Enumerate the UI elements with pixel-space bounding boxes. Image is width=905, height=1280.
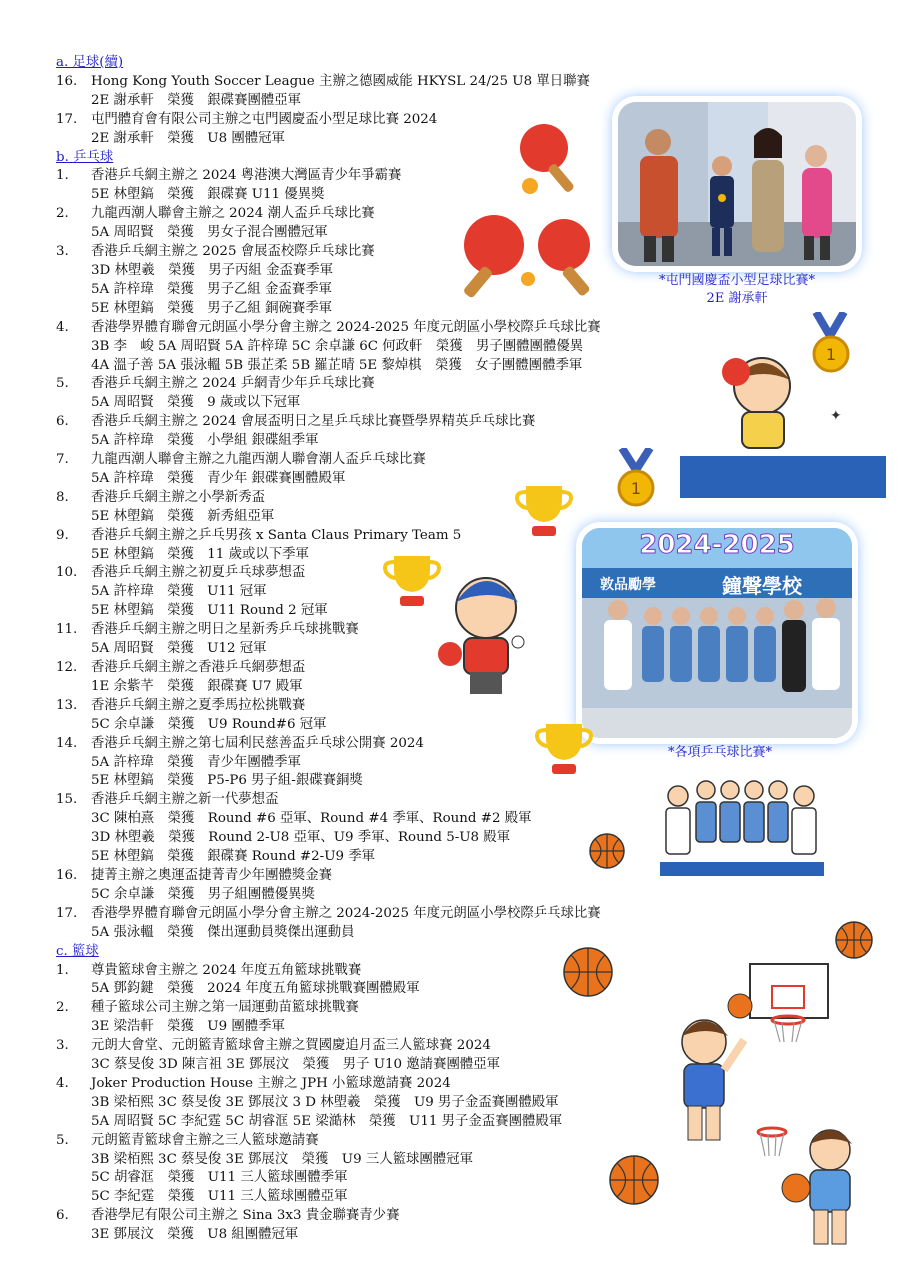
- basketball-icon: [608, 1154, 660, 1206]
- list-item: 9. 香港乒乓網主辦之乒乓男孩 x Santa Claus Primary Team 5 5E 林塱鎬 榮獲 11 歲或以下季軍: [56, 527, 462, 562]
- list-item: 16. 捷菁主辦之奧運盃捷菁青少年團體獎金賽 5C 余卓謙 榮獲 男子組團體優異獎: [56, 867, 333, 902]
- ping-pong-paddles-icon: [452, 205, 602, 305]
- list-item: 1. 香港乒乓網主辦之 2024 粵港澳大灣區青少年爭霸賽 5E 林塱鎬 榮獲 銀碟賽 U11 優異獎: [56, 168, 402, 203]
- svg-text:1: 1: [825, 345, 837, 364]
- list-item: 4. Joker Production House 主辦之 JPH 小籃球邀請賽 2024 3B 梁栢熙 3C 蔡旻俊 3E 鄧展汶 3 D 林塱羲 榮獲 U9 男子金盃賽團體殿軍 5A 周昭賢 5C 李紀霆 5C 胡睿洭 5E 梁澔林 榮獲 U11 男子金盃賽團體殿軍: [56, 1075, 563, 1129]
- list-item: 1. 尊貴籃球會主辦之 2024 年度五角籃球挑戰賽 5A 鄧鈞鍵 榮獲 2024 年度五角籃球挑戰賽團體殿軍: [56, 962, 420, 997]
- table-tennis-group-photo: [582, 528, 852, 738]
- section-heading: b. 乒乓球: [56, 149, 114, 165]
- list-item: 12. 香港乒乓網主辦之香港乒乓網夢想盃 1E 余紫芊 榮獲 銀碟賽 U7 殿軍: [56, 660, 306, 694]
- football-photo-caption: *屯門國慶盃小型足球比賽* 2E 謝承軒: [658, 273, 815, 306]
- list-item: 6. 香港學尼有限公司主辦之 Sina 3x3 貴金聯賽青少賽 3E 鄧展汶 榮獲 U8 組團體冠軍: [56, 1208, 400, 1243]
- list-item: 10. 香港乒乓網主辦之初夏乒乓球夢想盃 5A 許梓瑋 榮獲 U11 冠軍 5E 林塱鎬 榮獲 U11 Round 2 冠軍: [56, 565, 328, 619]
- list-item: 15. 香港乒乓網主辦之新一代夢想盃 3C 陳柏熹 榮獲 Round #6 亞軍、Round #4 季軍、Round #2 殿軍 3D 林塱羲 榮獲 Round 2-U8 亞軍、U9 季軍、Round 5-U8 殿軍 5E 林塱鎬 榮獲 銀碟賽 Round #2-U9 季軍: [56, 792, 532, 865]
- list-item: 3. 香港乒乓網主辦之 2025 會展盃校際乒乓球比賽 3D 林塱羲 榮獲 男子丙組 金盃賽季軍 5A 許梓瑋 榮獲 男子乙組 金盃賽季軍 5E 林塱鎬 榮獲 男子乙組 銅碗賽季軍: [56, 244, 375, 316]
- football-award-photo: [618, 102, 856, 266]
- list-item: 16. Hong Kong Youth Soccer League 主辦之德國威能 HKYSL 24/25 U8 單日聯賽 2E 謝承軒 榮獲 銀碟賽團體亞軍: [56, 73, 590, 108]
- basketball-player-icon: [776, 1120, 872, 1260]
- list-item: 11. 香港乒乓網主辦之明日之星新秀乒乓球挑戰賽 5A 周昭賢 榮獲 U12 冠軍: [56, 622, 359, 657]
- list-item: 3. 元朗大會堂、元朗籃青籃球會主辦之賀國慶追月盃三人籃球賽 2024 3C 蔡旻俊 3D 陳言祖 3E 鄧展汶 榮獲 男子 U10 邀請賽團體亞軍: [56, 1038, 501, 1073]
- section-heading: a. 足球(續): [56, 55, 124, 70]
- list-item: 2. 九龍西潮人聯會主辦之 2024 潮人盃乒乓球比賽 5A 周昭賢 榮獲 男女子混合團體冠軍: [56, 206, 375, 241]
- trophy-icon: [512, 482, 576, 542]
- list-item: 13. 香港乒乓網主辦之夏季馬拉松挑戰賽 5C 余卓謙 榮獲 U9 Round#6 冠軍: [56, 697, 327, 732]
- list-item: 2. 種子籃球公司主辦之第一屆運動苗籃球挑戰賽 3E 梁浩軒 榮獲 U9 團體季軍: [56, 1000, 359, 1035]
- svg-text:1: 1: [630, 479, 642, 498]
- table-tennis-photo-caption: *各項乒乓球比賽*: [667, 745, 772, 760]
- boy-with-paddle-icon: [436, 572, 532, 712]
- trophy-icon: [380, 552, 444, 612]
- banner-motto: 敦品勵學: [600, 577, 656, 593]
- section-heading: c. 籃球: [56, 943, 99, 959]
- list-item: 17. 屯門體育會有限公司主辦之屯門國慶盃小型足球比賽 2024 2E 謝承軒 榮獲 U8 團體冠軍: [56, 111, 438, 146]
- banner-school-name: 鐘聲學校: [722, 574, 802, 598]
- list-item: 5. 香港乒乓網主辦之 2024 乒網青少年乒乓球比賽 5A 周昭賢 榮獲 9 歲或以下冠軍: [56, 376, 375, 411]
- list-item: 7. 九龍西潮人聯會主辦之九龍西潮人聯會潮人盃乒乓球比賽 5A 許梓瑋 榮獲 青少年 銀碟賽團體殿軍: [56, 452, 426, 486]
- kid-playing-table-tennis-icon: [680, 350, 886, 500]
- basketball-icon: [562, 946, 614, 998]
- list-item: 6. 香港乒乓網主辦之 2024 會展盃明日之星乒乓球比賽暨學界精英乒乓球比賽 5A 許梓瑋 榮獲 小學組 銀碟組季軍: [56, 414, 536, 449]
- basketball-icon: [588, 832, 626, 870]
- students-group-icon: [660, 770, 824, 880]
- ping-pong-paddle-icon: [516, 120, 586, 200]
- basketball-icon: [834, 920, 874, 960]
- basketball-player-icon: [660, 1010, 750, 1150]
- list-item: 8. 香港乒乓網主辦之小學新秀盃 5E 林塱鎬 榮獲 新秀組亞軍: [56, 489, 275, 524]
- trophy-icon: [532, 720, 596, 780]
- banner-year: 2024-2025: [639, 530, 795, 560]
- list-item: 14. 香港乒乓網主辦之第七屆利民慈善盃乒乓球公開賽 2024 5A 許梓瑋 榮獲 青少年團體季軍 5E 林塱鎬 榮獲 P5-P6 男子組-銀碟賽銅獎: [56, 735, 424, 789]
- list-item: 17. 香港學界體育聯會元朗區小學分會主辦之 2024-2025 年度元朗區小學校際乒乓球比賽 5A 張泳轀 榮獲 傑出運動員獎傑出運動員: [56, 905, 601, 940]
- medal-icon: [614, 448, 658, 508]
- photo-people-illustration: [618, 102, 856, 266]
- list-item: 4. 香港學界體育聯會元朗區小學分會主辦之 2024-2025 年度元朗區小學校際乒乓球比賽 3B 李 峻 5A 周昭賢 5A 許梓瑋 5C 余卓謙 6C 何政軒 榮獲 男子團體團體優異 4A 溫子善 5A 張泳轀 5B 張芷柔 5B 羅芷晴 5E 黎焯棋 榮獲 女子團體團體季軍: [56, 319, 601, 373]
- list-item: 5. 元朗籃青籃球會主辦之三人籃球邀請賽 3B 梁栢熙 3C 蔡旻俊 3E 鄧展汶 榮獲 U9 三人籃球團體冠軍 5C 胡睿洭 榮獲 U11 三人籃球團體季軍 5C 李紀霆 榮獲 U11 三人籃球團體亞軍: [56, 1132, 473, 1205]
- svg-text:✦: ✦: [830, 408, 842, 424]
